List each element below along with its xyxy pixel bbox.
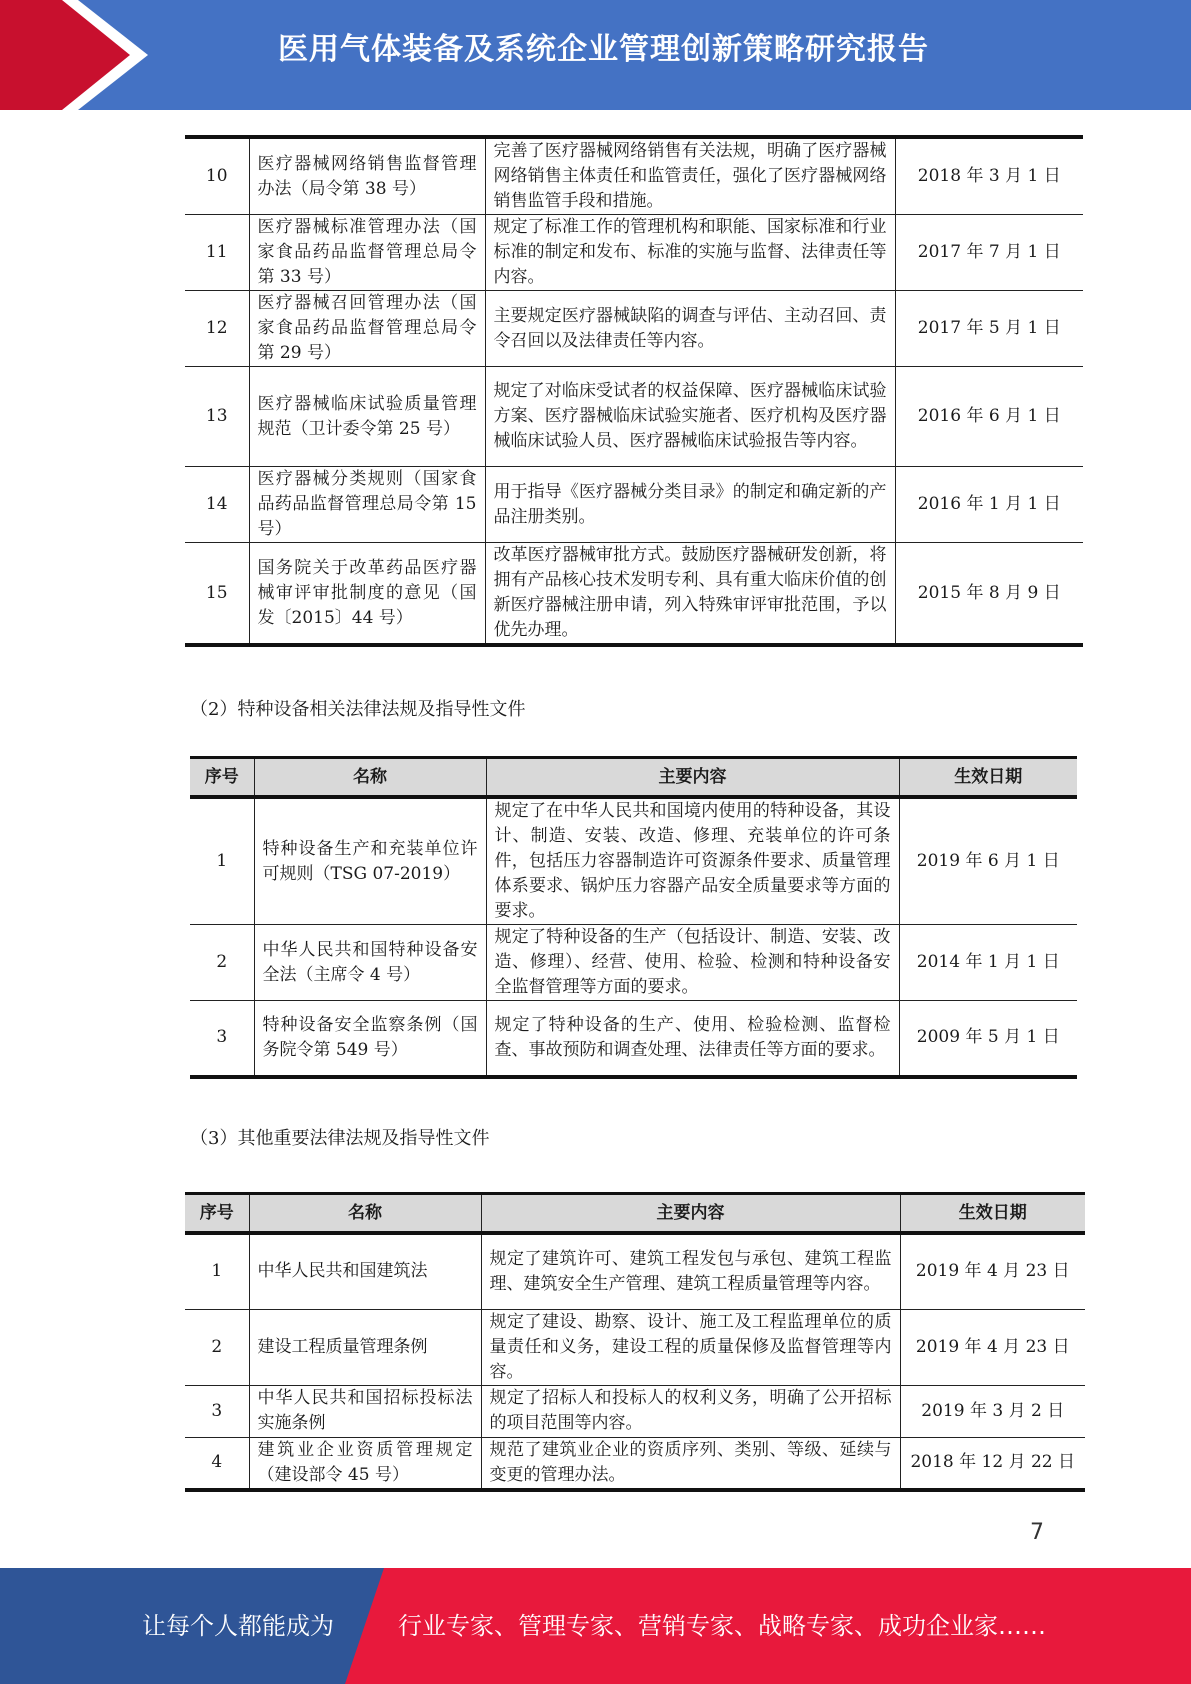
row-number: 12 <box>185 291 249 367</box>
table-row <box>185 215 1083 291</box>
header-banner <box>0 0 1191 110</box>
row-name: 医疗器械分类规则（国家食品药品监督管理总局令第 15 号） <box>249 467 485 543</box>
footer-slogan-right: 行业专家、管理专家、营销专家、战略专家、成功企业家…… <box>398 1612 1046 1640</box>
footer-banner <box>0 1568 1191 1684</box>
row-name: 中华人民共和国特种设备安全法（主席令 4 号） <box>254 925 486 1001</box>
table-row <box>185 367 1083 467</box>
row-name: 国务院关于改革药品医疗器械审评审批制度的意见（国发〔2015〕44 号） <box>249 543 485 646</box>
row-number: 15 <box>185 543 249 646</box>
row-content: 规定了特种设备的生产、使用、检验检测、监督检查、事故预防和调查处理、法律责任等方面的要求。 <box>486 1001 899 1077</box>
row-number: 1 <box>190 797 254 925</box>
row-date: 2014 年 1 月 1 日 <box>899 925 1077 1001</box>
row-content: 规定了特种设备的生产（包括设计、制造、安装、改造、修理）、经营、使用、检验、检测和特种设备安全监督管理等方面的要求。 <box>486 925 899 1001</box>
table-row <box>190 925 1077 1001</box>
row-content: 规定了招标人和投标人的权利义务，明确了公开招标的项目范围等内容。 <box>481 1385 900 1437</box>
row-content: 规定了对临床受试者的权益保障、医疗器械临床试验方案、医疗器械临床试验实施者、医疗机构及医疗器械临床试验人员、医疗器械临床试验报告等内容。 <box>485 367 895 467</box>
table-row <box>185 137 1083 215</box>
row-date: 2019 年 3 月 2 日 <box>900 1385 1085 1437</box>
header-num: 序号 <box>190 758 254 798</box>
table-row <box>185 1385 1085 1437</box>
header-num: 序号 <box>185 1194 249 1234</box>
row-name: 中华人民共和国建筑法 <box>249 1233 481 1309</box>
footer-slogan-left: 让每个人都能成为 <box>142 1612 334 1640</box>
row-date: 2018 年 12 月 22 日 <box>900 1437 1085 1490</box>
header-date: 生效日期 <box>900 1194 1085 1234</box>
chevron-logo-icon <box>0 0 150 110</box>
header-content: 主要内容 <box>481 1194 900 1234</box>
table-row <box>185 291 1083 367</box>
row-name: 医疗器械召回管理办法（国家食品药品监督管理总局令第 29 号） <box>249 291 485 367</box>
row-date: 2017 年 7 月 1 日 <box>895 215 1083 291</box>
row-content: 完善了医疗器械网络销售有关法规，明确了医疗器械网络销售主体责任和监管责任，强化了医疗器械网络销售监管手段和措施。 <box>485 137 895 215</box>
row-number: 3 <box>185 1385 249 1437</box>
row-name: 医疗器械临床试验质量管理规范（卫计委令第 25 号） <box>249 367 485 467</box>
row-number: 1 <box>185 1233 249 1309</box>
row-date: 2009 年 5 月 1 日 <box>899 1001 1077 1077</box>
section-2-title: （2）特种设备相关法律法规及指导性文件 <box>190 699 526 720</box>
row-content: 主要规定医疗器械缺陷的调查与评估、主动召回、责令召回以及法律责任等内容。 <box>485 291 895 367</box>
row-content: 用于指导《医疗器械分类目录》的制定和确定新的产品注册类别。 <box>485 467 895 543</box>
row-content: 规定了标准工作的管理机构和职能、国家标准和行业标准的制定和发布、标准的实施与监督、法律责任等内容。 <box>485 215 895 291</box>
row-number: 3 <box>190 1001 254 1077</box>
table-row <box>185 543 1083 646</box>
row-date: 2019 年 4 月 23 日 <box>900 1309 1085 1385</box>
table-row <box>190 1001 1077 1077</box>
row-content: 改革医疗器械审批方式。鼓励医疗器械研发创新，将拥有产品核心技术发明专利、具有重大临床价值的创新医疗器械注册申请，列入特殊审评审批范围，予以优先办理。 <box>485 543 895 646</box>
row-name: 中华人民共和国招标投标法实施条例 <box>249 1385 481 1437</box>
row-date: 2019 年 6 月 1 日 <box>899 797 1077 925</box>
row-name: 建筑业企业资质管理规定（建设部令 45 号） <box>249 1437 481 1490</box>
row-date: 2016 年 6 月 1 日 <box>895 367 1083 467</box>
table-row <box>185 1437 1085 1490</box>
table-row <box>185 1233 1085 1309</box>
row-number: 13 <box>185 367 249 467</box>
header-name: 名称 <box>254 758 486 798</box>
row-name: 特种设备生产和充装单位许可规则（TSG 07-2019） <box>254 797 486 925</box>
row-name: 建设工程质量管理条例 <box>249 1309 481 1385</box>
header-content: 主要内容 <box>486 758 899 798</box>
other-regulations-table <box>185 1192 1085 1492</box>
header-date: 生效日期 <box>899 758 1077 798</box>
table-row <box>185 467 1083 543</box>
row-number: 11 <box>185 215 249 291</box>
row-date: 2019 年 4 月 23 日 <box>900 1233 1085 1309</box>
row-date: 2018 年 3 月 1 日 <box>895 137 1083 215</box>
table-row <box>190 797 1077 925</box>
row-date: 2015 年 8 月 9 日 <box>895 543 1083 646</box>
row-name: 特种设备安全监察条例（国务院令第 549 号） <box>254 1001 486 1077</box>
row-number: 2 <box>190 925 254 1001</box>
header-name: 名称 <box>249 1194 481 1234</box>
special-equipment-regulations-table <box>190 756 1077 1079</box>
row-content: 规范了建筑业企业的资质序列、类别、等级、延续与变更的管理办法。 <box>481 1437 900 1490</box>
table-row <box>185 1309 1085 1385</box>
row-name: 医疗器械网络销售监督管理办法（局令第 38 号） <box>249 137 485 215</box>
row-number: 4 <box>185 1437 249 1490</box>
page-number: 7 <box>1030 1520 1044 1545</box>
row-date: 2017 年 5 月 1 日 <box>895 291 1083 367</box>
medical-device-regulations-table <box>185 135 1083 647</box>
report-title: 医用气体装备及系统企业管理创新策略研究报告 <box>278 32 929 67</box>
row-name: 医疗器械标准管理办法（国家食品药品监督管理总局令第 33 号） <box>249 215 485 291</box>
row-content: 规定了在中华人民共和国境内使用的特种设备，其设计、制造、安装、改造、修理、充装单位的许可条件，包括压力容器制造许可资源条件要求、质量管理体系要求、锅炉压力容器产品安全质量要求等方面的要求。 <box>486 797 899 925</box>
section-3-title: （3）其他重要法律法规及指导性文件 <box>190 1128 490 1149</box>
row-number: 14 <box>185 467 249 543</box>
row-number: 10 <box>185 137 249 215</box>
row-date: 2016 年 1 月 1 日 <box>895 467 1083 543</box>
row-content: 规定了建设、勘察、设计、施工及工程监理单位的质量责任和义务，建设工程的质量保修及监督管理等内容。 <box>481 1309 900 1385</box>
row-number: 2 <box>185 1309 249 1385</box>
row-content: 规定了建筑许可、建筑工程发包与承包、建筑工程监理、建筑安全生产管理、建筑工程质量管理等内容。 <box>481 1233 900 1309</box>
